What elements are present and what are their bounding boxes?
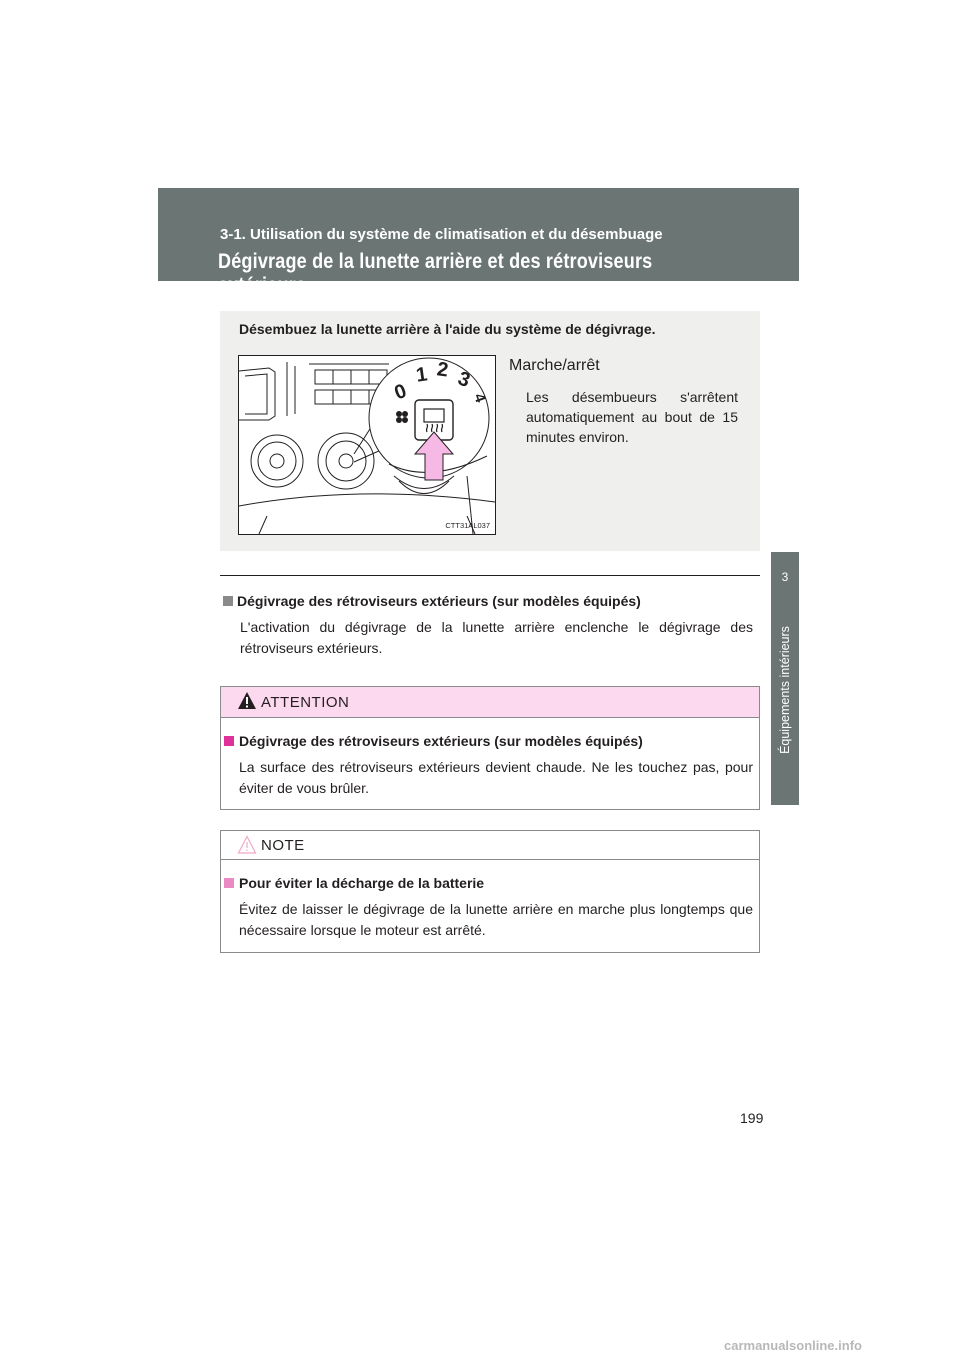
watermark: carmanualsonline.info <box>724 1338 862 1353</box>
bullet-square-icon <box>224 878 234 888</box>
attention-label: ATTENTION <box>261 694 350 711</box>
info-heading: Dégivrage des rétroviseurs extérieurs (sur modèles équipés) <box>237 593 641 609</box>
note-bar <box>221 831 759 860</box>
attention-box <box>220 686 760 810</box>
caution-outline-icon <box>237 835 257 855</box>
info-block <box>223 593 753 659</box>
chapter-label: Équipements intérieurs <box>778 626 792 754</box>
figure-code: CTT31AL037 <box>445 521 490 530</box>
callout-title: Marche/arrêt <box>509 357 600 374</box>
attention-bar <box>221 687 759 718</box>
note-heading-row <box>224 875 759 891</box>
section-header <box>158 188 799 297</box>
note-box <box>220 830 760 953</box>
attention-heading: Dégivrage des rétroviseurs extérieurs (sur modèles équipés) <box>239 733 643 749</box>
section-title: 3-1. Utilisation du système de climatisation et du désembuage <box>220 226 663 243</box>
chapter-number: 3 <box>781 570 789 584</box>
dashboard-drawing <box>239 356 495 534</box>
page-title: Dégivrage de la lunette arrière et des rétroviseurs extérieurs <box>218 250 653 297</box>
chapter-label-wrap <box>771 590 799 790</box>
figure-intro: Désembuez la lunette arrière à l'aide du système de dégivrage. <box>239 321 656 337</box>
attention-heading-row <box>224 733 759 749</box>
section-divider <box>220 575 760 576</box>
bullet-square-icon <box>223 596 233 606</box>
callout-text: Les désembueurs s'arrêtent automatiquement au bout de 15 minutes environ. <box>526 389 738 445</box>
note-heading: Pour éviter la décharge de la batterie <box>239 875 485 891</box>
page-number: 199 <box>740 1110 764 1126</box>
dial-label-1: 1 <box>414 363 429 387</box>
dial-label-0: 0 <box>391 379 410 405</box>
note-body: Évitez de laisser le dégivrage de la lunette arrière en marche plus longtemps que nécessaire lorsque le moteur est arrêté. <box>239 901 753 938</box>
info-body: L'activation du dégivrage de la lunette arrière enclenche le dégivrage des rétroviseurs extérieurs. <box>240 619 753 656</box>
dial-label-2: 2 <box>435 358 450 382</box>
bullet-square-icon <box>224 736 234 746</box>
dial-label-4: 4 <box>470 391 489 405</box>
figure-panel <box>220 311 760 551</box>
info-heading-row <box>223 593 753 609</box>
dial-label-3: 3 <box>454 367 473 392</box>
defroster-illustration <box>238 355 496 535</box>
attention-body: La surface des rétroviseurs extérieurs devient chaude. Ne les touchez pas, pour éviter de vous brûler. <box>239 759 753 796</box>
warning-icon <box>237 691 257 711</box>
note-label: NOTE <box>261 837 305 854</box>
